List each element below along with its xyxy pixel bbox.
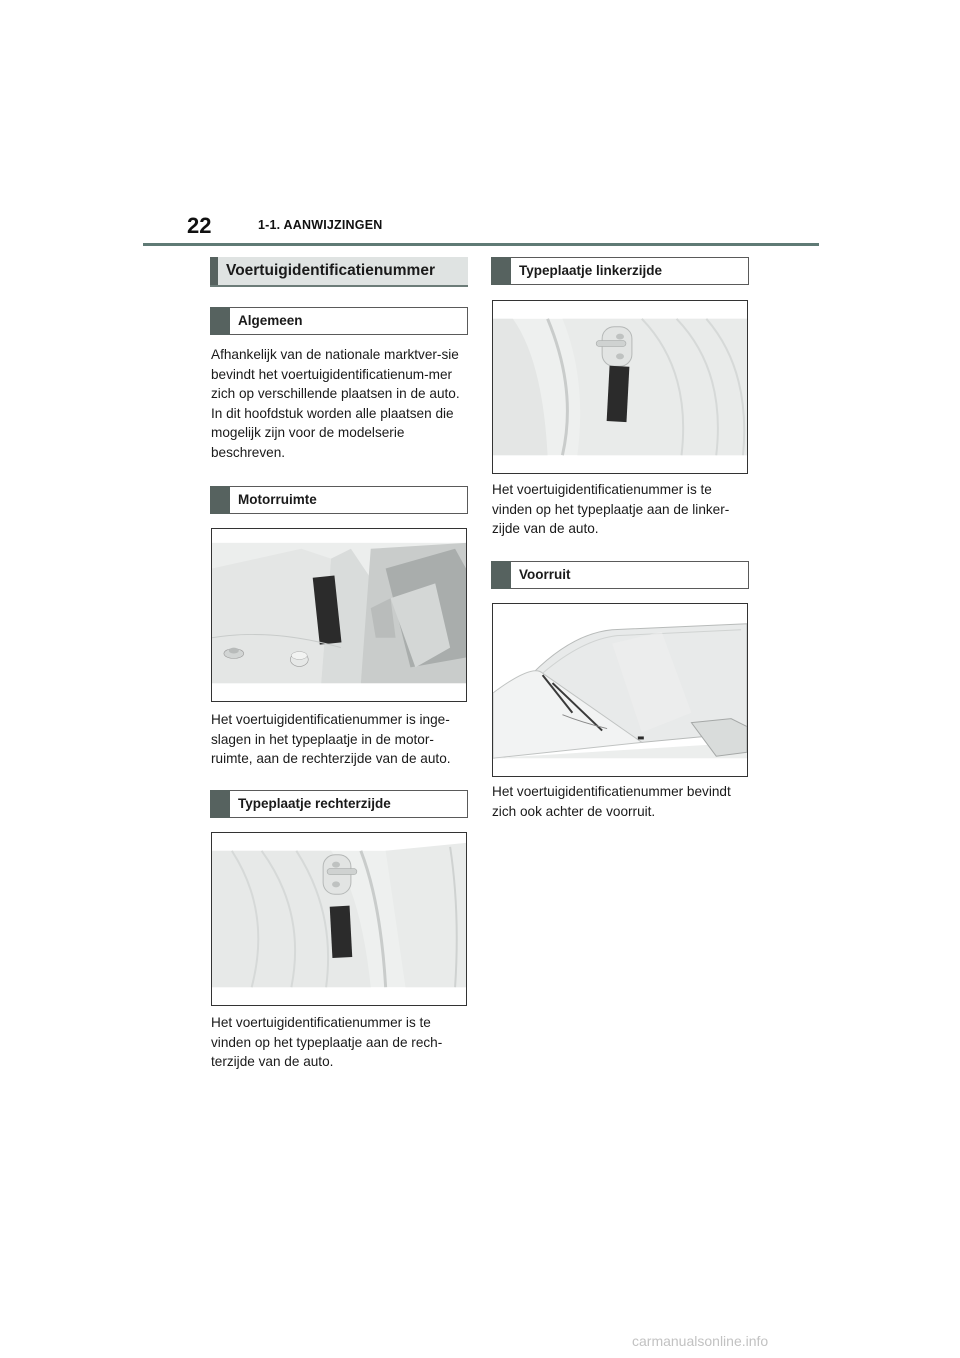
- subheading-accent-bar: [210, 486, 230, 514]
- general-paragraph: Afhankelijk van de nationale marktver-sie bevindt het voertuigidentificatienum-mer zich op verschillende plaatsen in de auto. In dit hoofdstuk worden alle plaatsen die mogelijk zijn voor de modelserie beschreven.: [211, 347, 460, 460]
- windshield-figure: [492, 603, 748, 777]
- subheading-windshield-label: Voorruit: [519, 567, 571, 582]
- subheading-engine-label: Motorruimte: [238, 492, 317, 507]
- watermark: carmanualsonline.info: [632, 1333, 769, 1349]
- subheading-accent-bar: [210, 307, 230, 335]
- engine-paragraph: Het voertuigidentificatienummer is inge-slagen in het typeplaatje in de motor-ruimte, aan de rechterzijde van de auto.: [211, 712, 451, 767]
- engine-compartment-illustration: [212, 529, 466, 701]
- engine-compartment-figure: [211, 528, 467, 702]
- subheading-general-label: Algemeen: [238, 313, 303, 328]
- windshield-illustration: [493, 604, 747, 776]
- right-door-pillar-illustration: [212, 833, 466, 1005]
- left-plate-figure: [492, 300, 748, 474]
- right-plate-paragraph: Het voertuigidentificatienummer is te vinden op het typeplaatje aan de rech-terzijde van de auto.: [211, 1015, 443, 1070]
- subheading-accent-bar: [491, 257, 511, 285]
- subheading-right-plate-label: Typeplaatje rechterzijde: [238, 796, 391, 811]
- section-title-text: Voertuigidentificatienummer: [226, 262, 435, 279]
- subheading-left-plate-label: Typeplaatje linkerzijde: [519, 263, 663, 278]
- subheading-engine: [210, 486, 468, 514]
- subheading-left-plate: [491, 257, 749, 285]
- heading-accent-bar: [210, 257, 218, 285]
- subheading-accent-bar: [210, 790, 230, 818]
- right-plate-figure: [211, 832, 467, 1006]
- subheading-general: [210, 307, 468, 335]
- left-plate-paragraph: Het voertuigidentificatienummer is te vinden op het typeplaatje aan de linker-zijde van de auto.: [492, 482, 730, 537]
- chapter-title: 1-1. AANWIJZINGEN: [258, 218, 383, 232]
- header-divider: [143, 243, 819, 246]
- windshield-paragraph: Het voertuigidentificatienummer bevindt zich ook achter de voorruit.: [492, 784, 731, 819]
- subheading-accent-bar: [491, 561, 511, 589]
- section-title-vin: [210, 257, 468, 287]
- subheading-windshield: [491, 561, 749, 589]
- subheading-right-plate: [210, 790, 468, 818]
- left-door-pillar-illustration: [493, 301, 747, 473]
- page-number: 22: [187, 213, 212, 238]
